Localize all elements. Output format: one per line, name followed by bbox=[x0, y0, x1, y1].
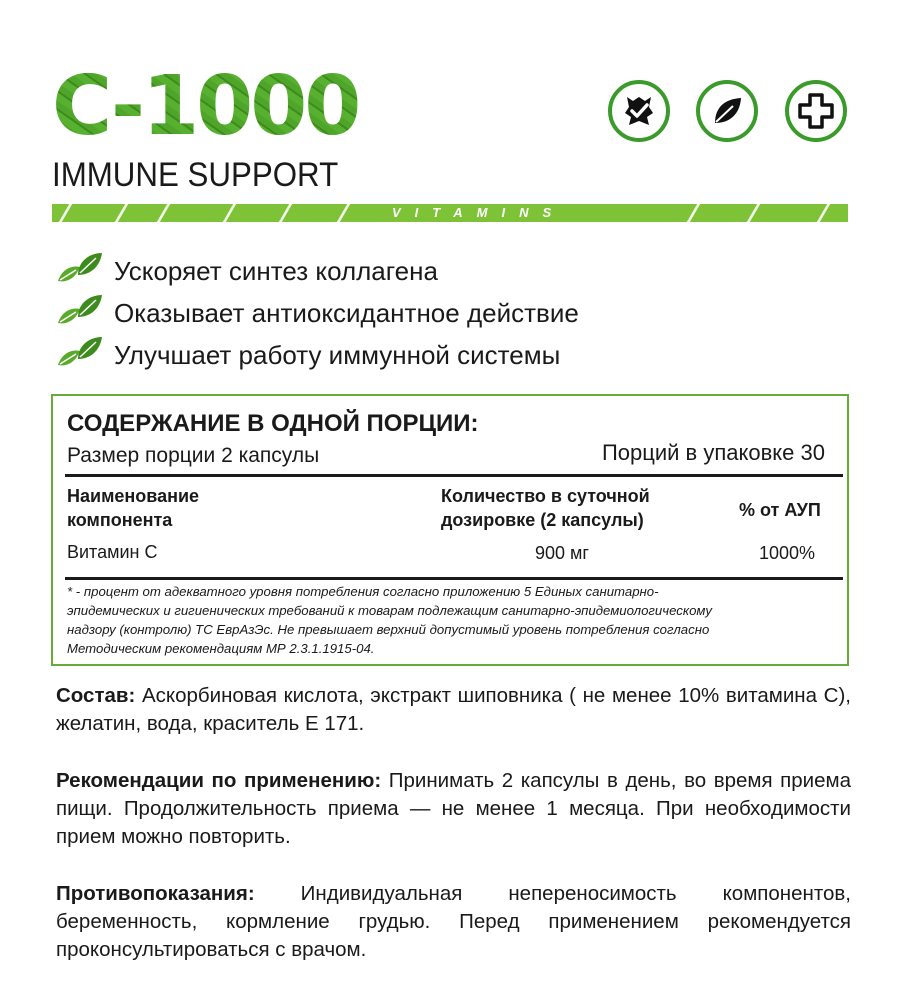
benefit-text: Оказывает антиоксидантное действие bbox=[114, 298, 579, 328]
col-name-header: Наименование компонента bbox=[67, 486, 200, 530]
table-row-percent: 1000% bbox=[759, 543, 816, 563]
band-label: VITAMINS bbox=[392, 205, 566, 220]
green-leaves-icon bbox=[56, 293, 104, 333]
benefit-item bbox=[56, 251, 438, 291]
product-subtitle: IMMUNE SUPPORT bbox=[52, 156, 339, 194]
green-leaves-icon bbox=[56, 335, 104, 375]
servings-per-pack: Порций в упаковке 30 bbox=[601, 440, 825, 465]
benefit-text: Улучшает работу иммунной системы bbox=[114, 340, 561, 370]
contraindications-label: Противопоказания: bbox=[56, 882, 255, 905]
nutrition-table bbox=[51, 394, 849, 666]
benefit-text: Ускоряет синтез коллагена bbox=[114, 256, 438, 286]
usage-text: Принимать 2 капсулы в день, во время приема пищи. Продолжительность приема — не менее 1 месяца. При необходимости прием можно повторить. bbox=[56, 769, 851, 848]
composition-label: Состав: bbox=[56, 684, 136, 707]
composition-text: Аскорбиновая кислота, экстракт шиповника ( не менее 10% витамина С), желатин, вода, краситель Е 171. bbox=[56, 684, 851, 735]
product-title: C-1000 bbox=[52, 59, 359, 154]
contraindications-text: Индивидуальная непереносимость компонентов, беременность, кормление грудью. Перед применением рекомендуется проконсультироваться с врачом. bbox=[56, 882, 851, 961]
table-heading: СОДЕРЖАНИЕ В ОДНОЙ ПОРЦИИ: bbox=[67, 410, 479, 437]
vitamins-band bbox=[52, 204, 848, 222]
table-row-amount: 900 мг bbox=[535, 543, 589, 563]
leaf-icon bbox=[707, 91, 747, 131]
medical-cross-icon bbox=[795, 90, 837, 132]
badge-leaf bbox=[696, 80, 758, 142]
usage-label: Рекомендации по применению: bbox=[56, 769, 382, 792]
serving-size: Размер порции 2 капсулы bbox=[67, 444, 320, 467]
badge-medical bbox=[785, 80, 847, 142]
col-amount-header: Количество в суточной дозировке (2 капсулы) bbox=[441, 486, 650, 530]
usage-paragraph bbox=[56, 767, 851, 851]
table-divider bbox=[65, 577, 843, 580]
green-leaves-icon bbox=[56, 251, 104, 291]
col-percent-header: % от АУП bbox=[739, 500, 821, 520]
contraindications-paragraph bbox=[56, 880, 851, 964]
table-footnote: * - процент от адекватного уровня потребления согласно приложению 5 Единых санитарно- эпидемических и гигиенических требований к товарам подлежащим санитарно-эпидемиологическому надзору (контролю) ТС ЕврАзЭс. Не превышает верхний допустимый уровень потребления согласно Методическим рекомендациям МР 2.3.1.1915-04. bbox=[67, 584, 712, 656]
benefit-item bbox=[56, 335, 560, 375]
leather-check-icon bbox=[619, 91, 659, 131]
benefit-item bbox=[56, 293, 579, 333]
composition-paragraph bbox=[56, 682, 851, 738]
table-divider bbox=[65, 474, 843, 477]
badge-leather bbox=[608, 80, 670, 142]
table-row-name: Витамин С bbox=[67, 542, 158, 562]
